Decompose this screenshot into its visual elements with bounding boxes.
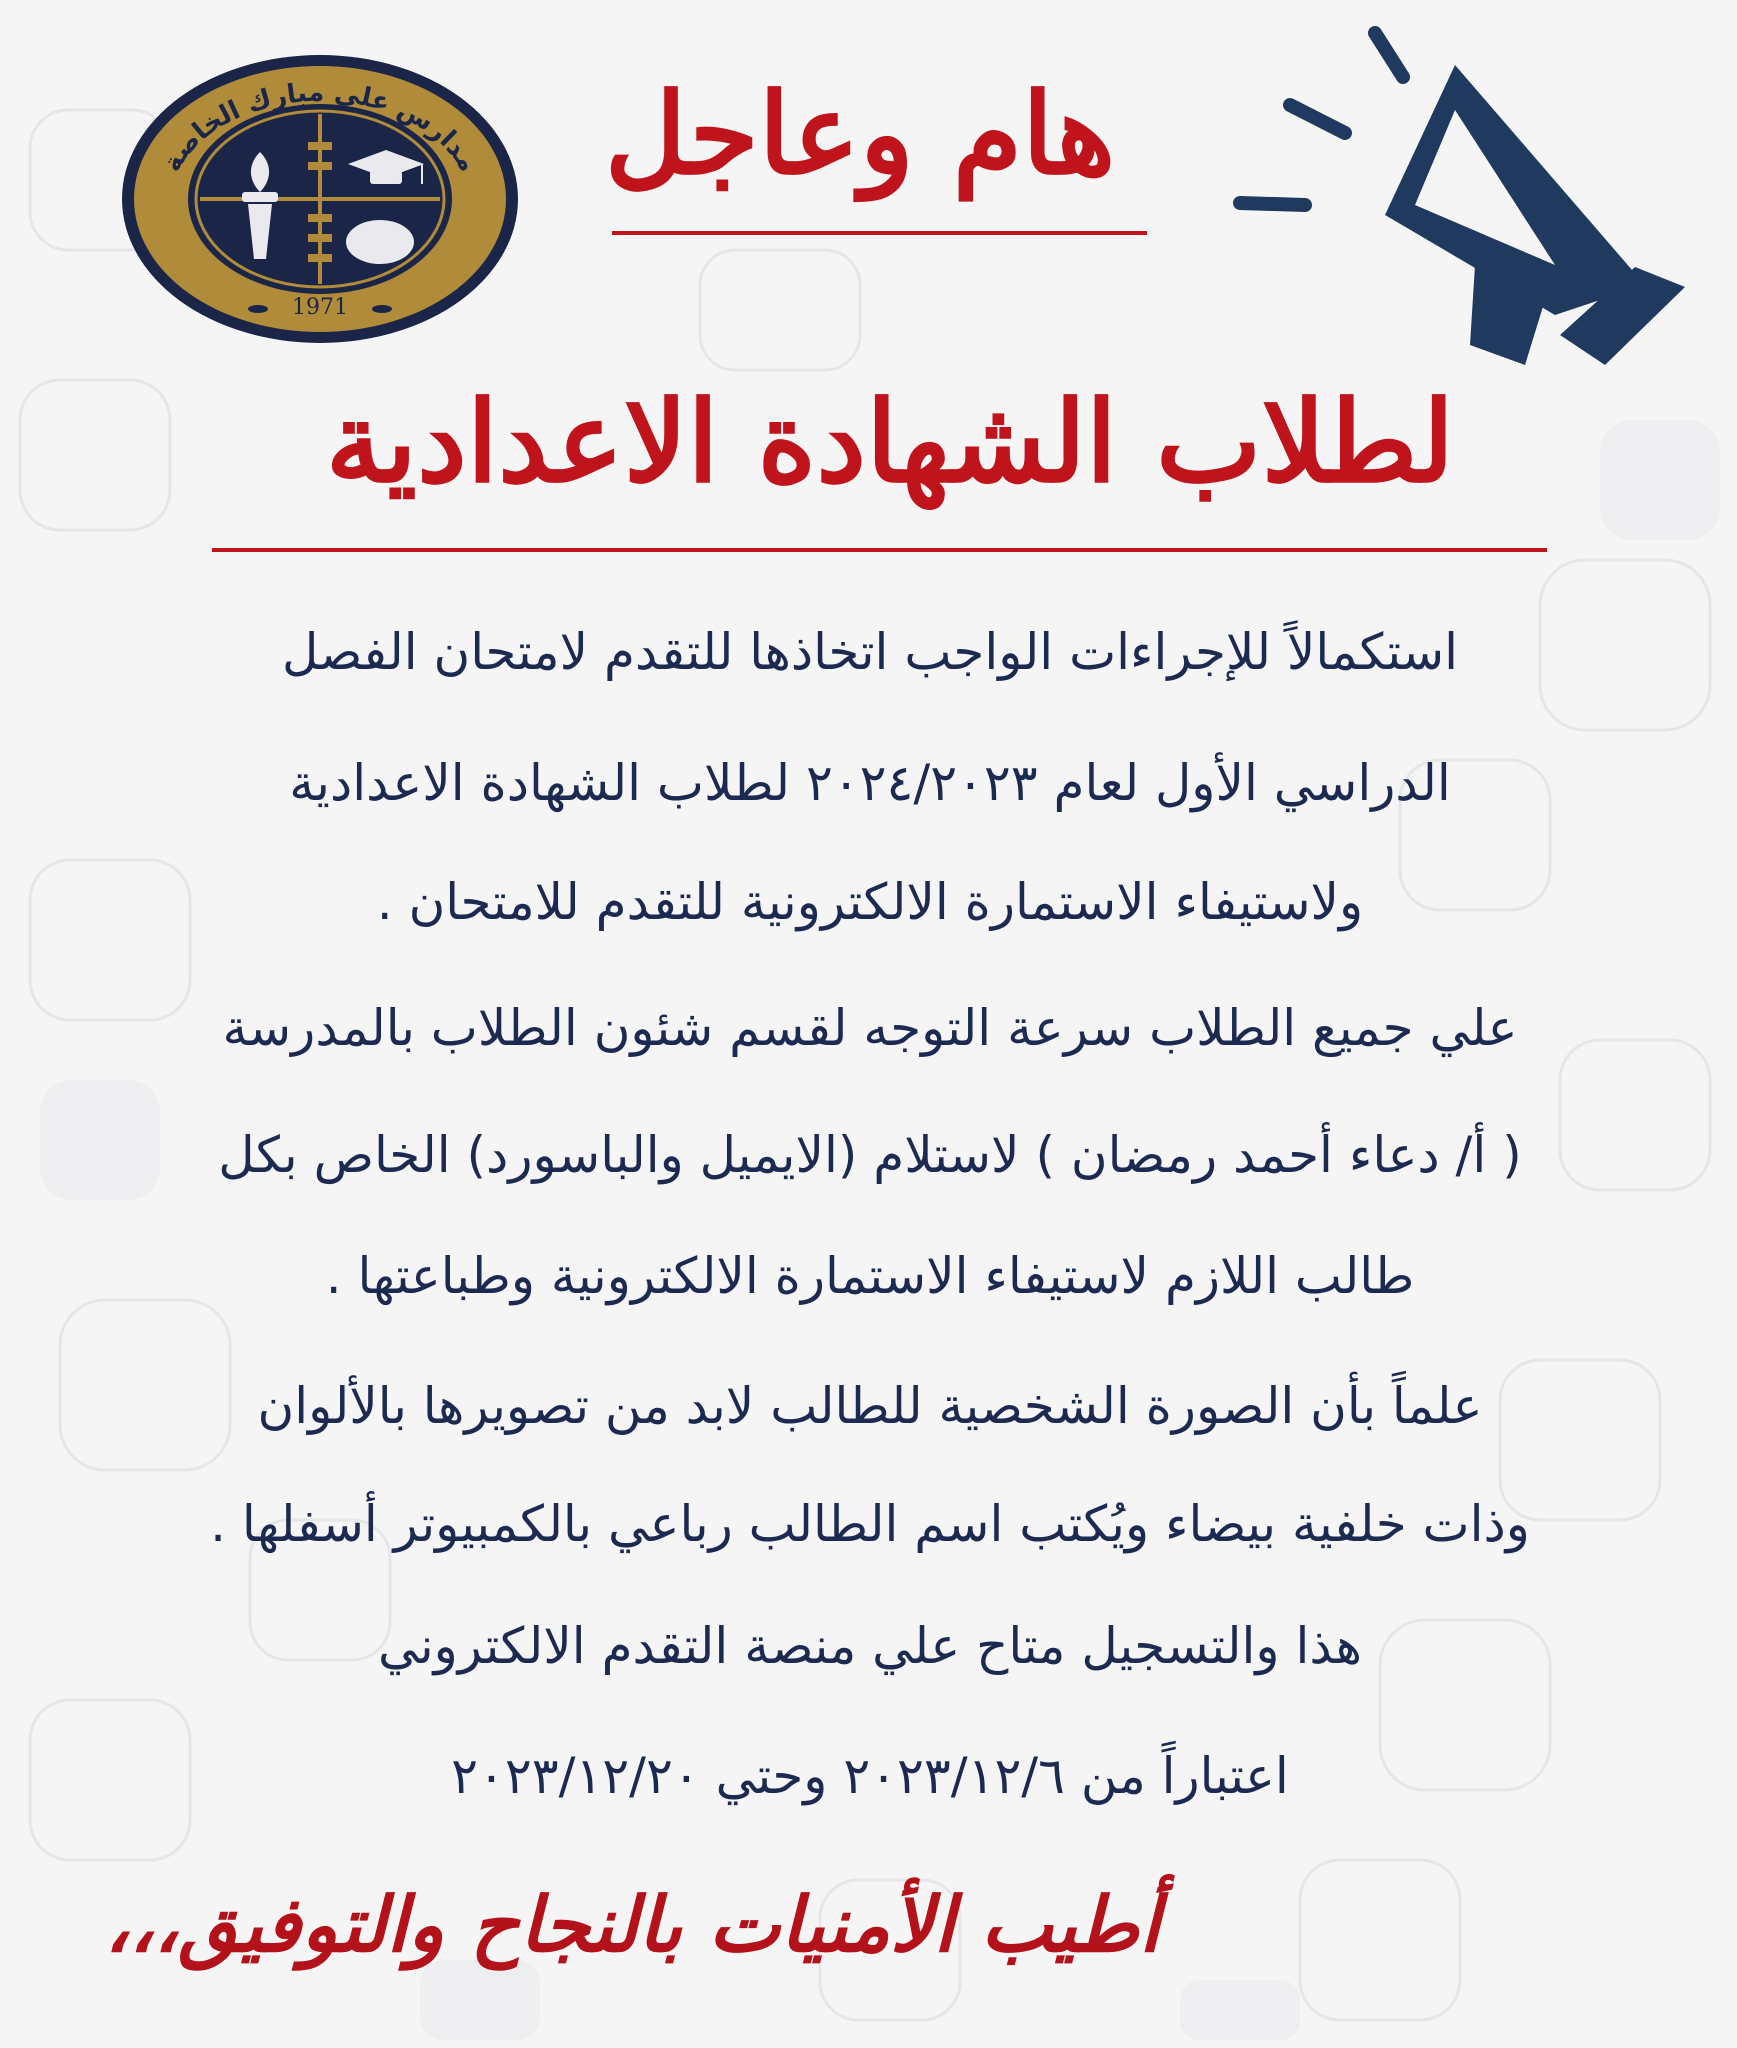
body-line-6: طالب اللازم لاستيفاء الاستمارة الالكترونية وطباعتها . bbox=[325, 1247, 1415, 1305]
logo-year: 1971 bbox=[292, 295, 348, 320]
subtitle-divider bbox=[212, 548, 1547, 552]
body-line-10: اعتباراً من ٢٠٢٣/١٢/٦ وحتي ٢٠٢٣/١٢/٢٠ bbox=[451, 1747, 1289, 1805]
body-line-1: استكمالاً للإجراءات الواجب اتخاذها للتقدم لامتحان الفصل bbox=[281, 623, 1459, 681]
closing-wishes: أطيب الأمنيات بالنجاح والتوفيق،،، bbox=[104, 1880, 1160, 1969]
body-line-4: علي جميع الطلاب سرعة التوجه لقسم شئون الطلاب بالمدرسة bbox=[222, 999, 1518, 1057]
title-divider bbox=[612, 231, 1147, 235]
body-line-7: علماً بأن الصورة الشخصية للطالب لابد من تصويرها بالألوان bbox=[257, 1377, 1483, 1435]
logo-lettering: مدارس علي مبارك الخاصة bbox=[157, 77, 483, 177]
body-line-5: ( أ/ دعاء أحمد رمضان ) لاستلام (الايميل والباسورد) الخاص بكل bbox=[218, 1126, 1522, 1184]
page-subtitle: لطلاب الشهادة الاعدادية bbox=[325, 377, 1455, 508]
body-line-8: وذات خلفية بيضاء ويُكتب اسم الطالب رباعي بالكمبيوتر أسفلها . bbox=[210, 1495, 1530, 1553]
school-emblem bbox=[118, 52, 522, 346]
body-line-3: ولاستيفاء الاستمارة الالكترونية للتقدم للامتحان . bbox=[376, 873, 1364, 931]
page-title: هام وعاجل bbox=[604, 69, 1116, 200]
megaphone-icon bbox=[1225, 15, 1695, 375]
body-line-9: هذا والتسجيل متاح علي منصة التقدم الالكتروني bbox=[378, 1617, 1362, 1675]
body-line-2: الدراسي الأول لعام ٢٠٢٤/٢٠٢٣ لطلاب الشهادة الاعدادية bbox=[289, 754, 1451, 812]
